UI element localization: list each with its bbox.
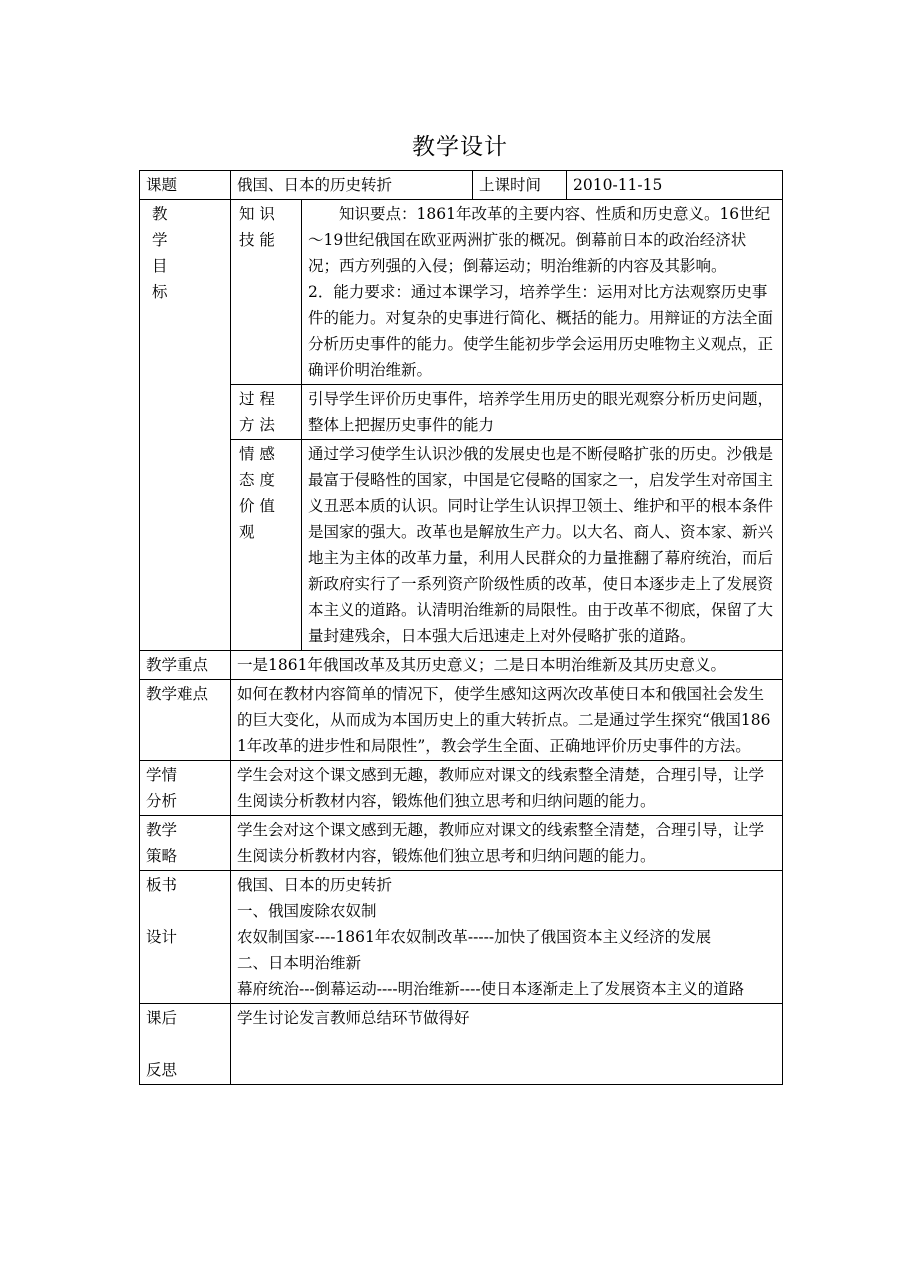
board-line: 俄国、日本的历史转折 xyxy=(237,876,393,894)
reflection-label: 课后 反思 xyxy=(140,1004,231,1085)
board-content xyxy=(231,871,783,1004)
ability-requirements: 2．能力要求：通过本课学习，培养学生：运用对比方法观察历史事件的能力。对复杂的史事进行简化、概括的能力。用辩证的方法全面分析历史事件的能力。使学生能初步学会运用历史唯物主义观点，正确评价明治维新。 xyxy=(308,283,774,379)
difficulties-content: 如何在教材内容简单的情况下，使学生感知这两次改革使日本和俄国社会发生的巨大变化，从而成为本国历史上的重大转折点。二是通过学生探究“俄国1861年改革的进步性和局限性”，教会学生全面、正确地评价历史事件的方法。 xyxy=(231,680,783,761)
lesson-plan-table xyxy=(139,170,783,1085)
knowledge-points: 知识要点：1861年改革的主要内容、性质和历史意义。16世纪～19世纪俄国在欧亚两洲扩张的概况。倒幕前日本的政治经济状况；西方列强的入侵；倒幕运动；明治维新的内容及其影响。 xyxy=(308,205,771,275)
process-content: 引导学生评价历史事件，培养学生用历史的眼光观察分析历史问题，整体上把握历史事件的能力 xyxy=(302,385,783,440)
board-line: 一、俄国废除农奴制 xyxy=(237,902,377,920)
difficulties-label: 教学难点 xyxy=(140,680,231,761)
difficulties-row xyxy=(140,680,783,761)
goals-label: 教 学 目 标 xyxy=(140,200,231,651)
board-label: 板书 设计 xyxy=(140,871,231,1004)
goals-knowledge-row xyxy=(140,200,783,385)
topic-value: 俄国、日本的历史转折 xyxy=(231,171,473,200)
knowledge-content xyxy=(302,200,783,385)
student-analysis-label: 学情 分析 xyxy=(140,761,231,816)
student-analysis-row xyxy=(140,761,783,816)
page-title: 教学设计 xyxy=(412,134,508,160)
key-points-label: 教学重点 xyxy=(140,651,231,680)
board-row xyxy=(140,871,783,1004)
topic-label: 课题 xyxy=(140,171,231,200)
board-line: 农奴制国家----1861年农奴制改革-----加快了俄国资本主义经济的发展 xyxy=(237,928,712,946)
header-row xyxy=(140,171,783,200)
goals-process-row xyxy=(140,385,783,440)
strategy-content: 学生会对这个课文感到无趣，教师应对课文的线索整全清楚，合理引导，让学生阅读分析教材内容，锻炼他们独立思考和归纳问题的能力。 xyxy=(231,816,783,871)
time-value: 2010-11-15 xyxy=(567,171,783,200)
reflection-row xyxy=(140,1004,783,1085)
key-points-row xyxy=(140,651,783,680)
time-label: 上课时间 xyxy=(473,171,567,200)
process-label: 过 程 方 法 xyxy=(231,385,302,440)
goals-emotion-row xyxy=(140,440,783,651)
emotion-content: 通过学习使学生认识沙俄的发展史也是不断侵略扩张的历史。沙俄是最富于侵略性的国家，中国是它侵略的国家之一，启发学生对帝国主义丑恶本质的认识。同时让学生认识捍卫领土、维护和平的根本条件是国家的强大。改革也是解放生产力。以大名、商人、资本家、新兴地主为主体的改革力量，利用人民群众的力量推翻了幕府统治，而后新政府实行了一系列资产阶级性质的改革，使日本逐步走上了发展资本主义的道路。认清明治维新的局限性。由于改革不彻底，保留了大量封建残余，日本强大后迅速走上对外侵略扩张的道路。 xyxy=(302,440,783,651)
reflection-content: 学生讨论发言教师总结环节做得好 xyxy=(231,1004,783,1085)
strategy-row xyxy=(140,816,783,871)
key-points-content: 一是1861年俄国改革及其历史意义；二是日本明治维新及其历史意义。 xyxy=(231,651,783,680)
emotion-label: 情 感 态 度 价 值 观 xyxy=(231,440,302,651)
knowledge-label: 知 识 技 能 xyxy=(231,200,302,385)
strategy-label: 教学 策略 xyxy=(140,816,231,871)
board-line: 二、日本明治维新 xyxy=(237,954,362,972)
student-analysis-content: 学生会对这个课文感到无趣，教师应对课文的线索整全清楚，合理引导，让学生阅读分析教材内容，锻炼他们独立思考和归纳问题的能力。 xyxy=(231,761,783,816)
board-line: 幕府统治---倒幕运动----明治维新----使日本逐渐走上了发展资本主义的道路 xyxy=(237,980,745,998)
